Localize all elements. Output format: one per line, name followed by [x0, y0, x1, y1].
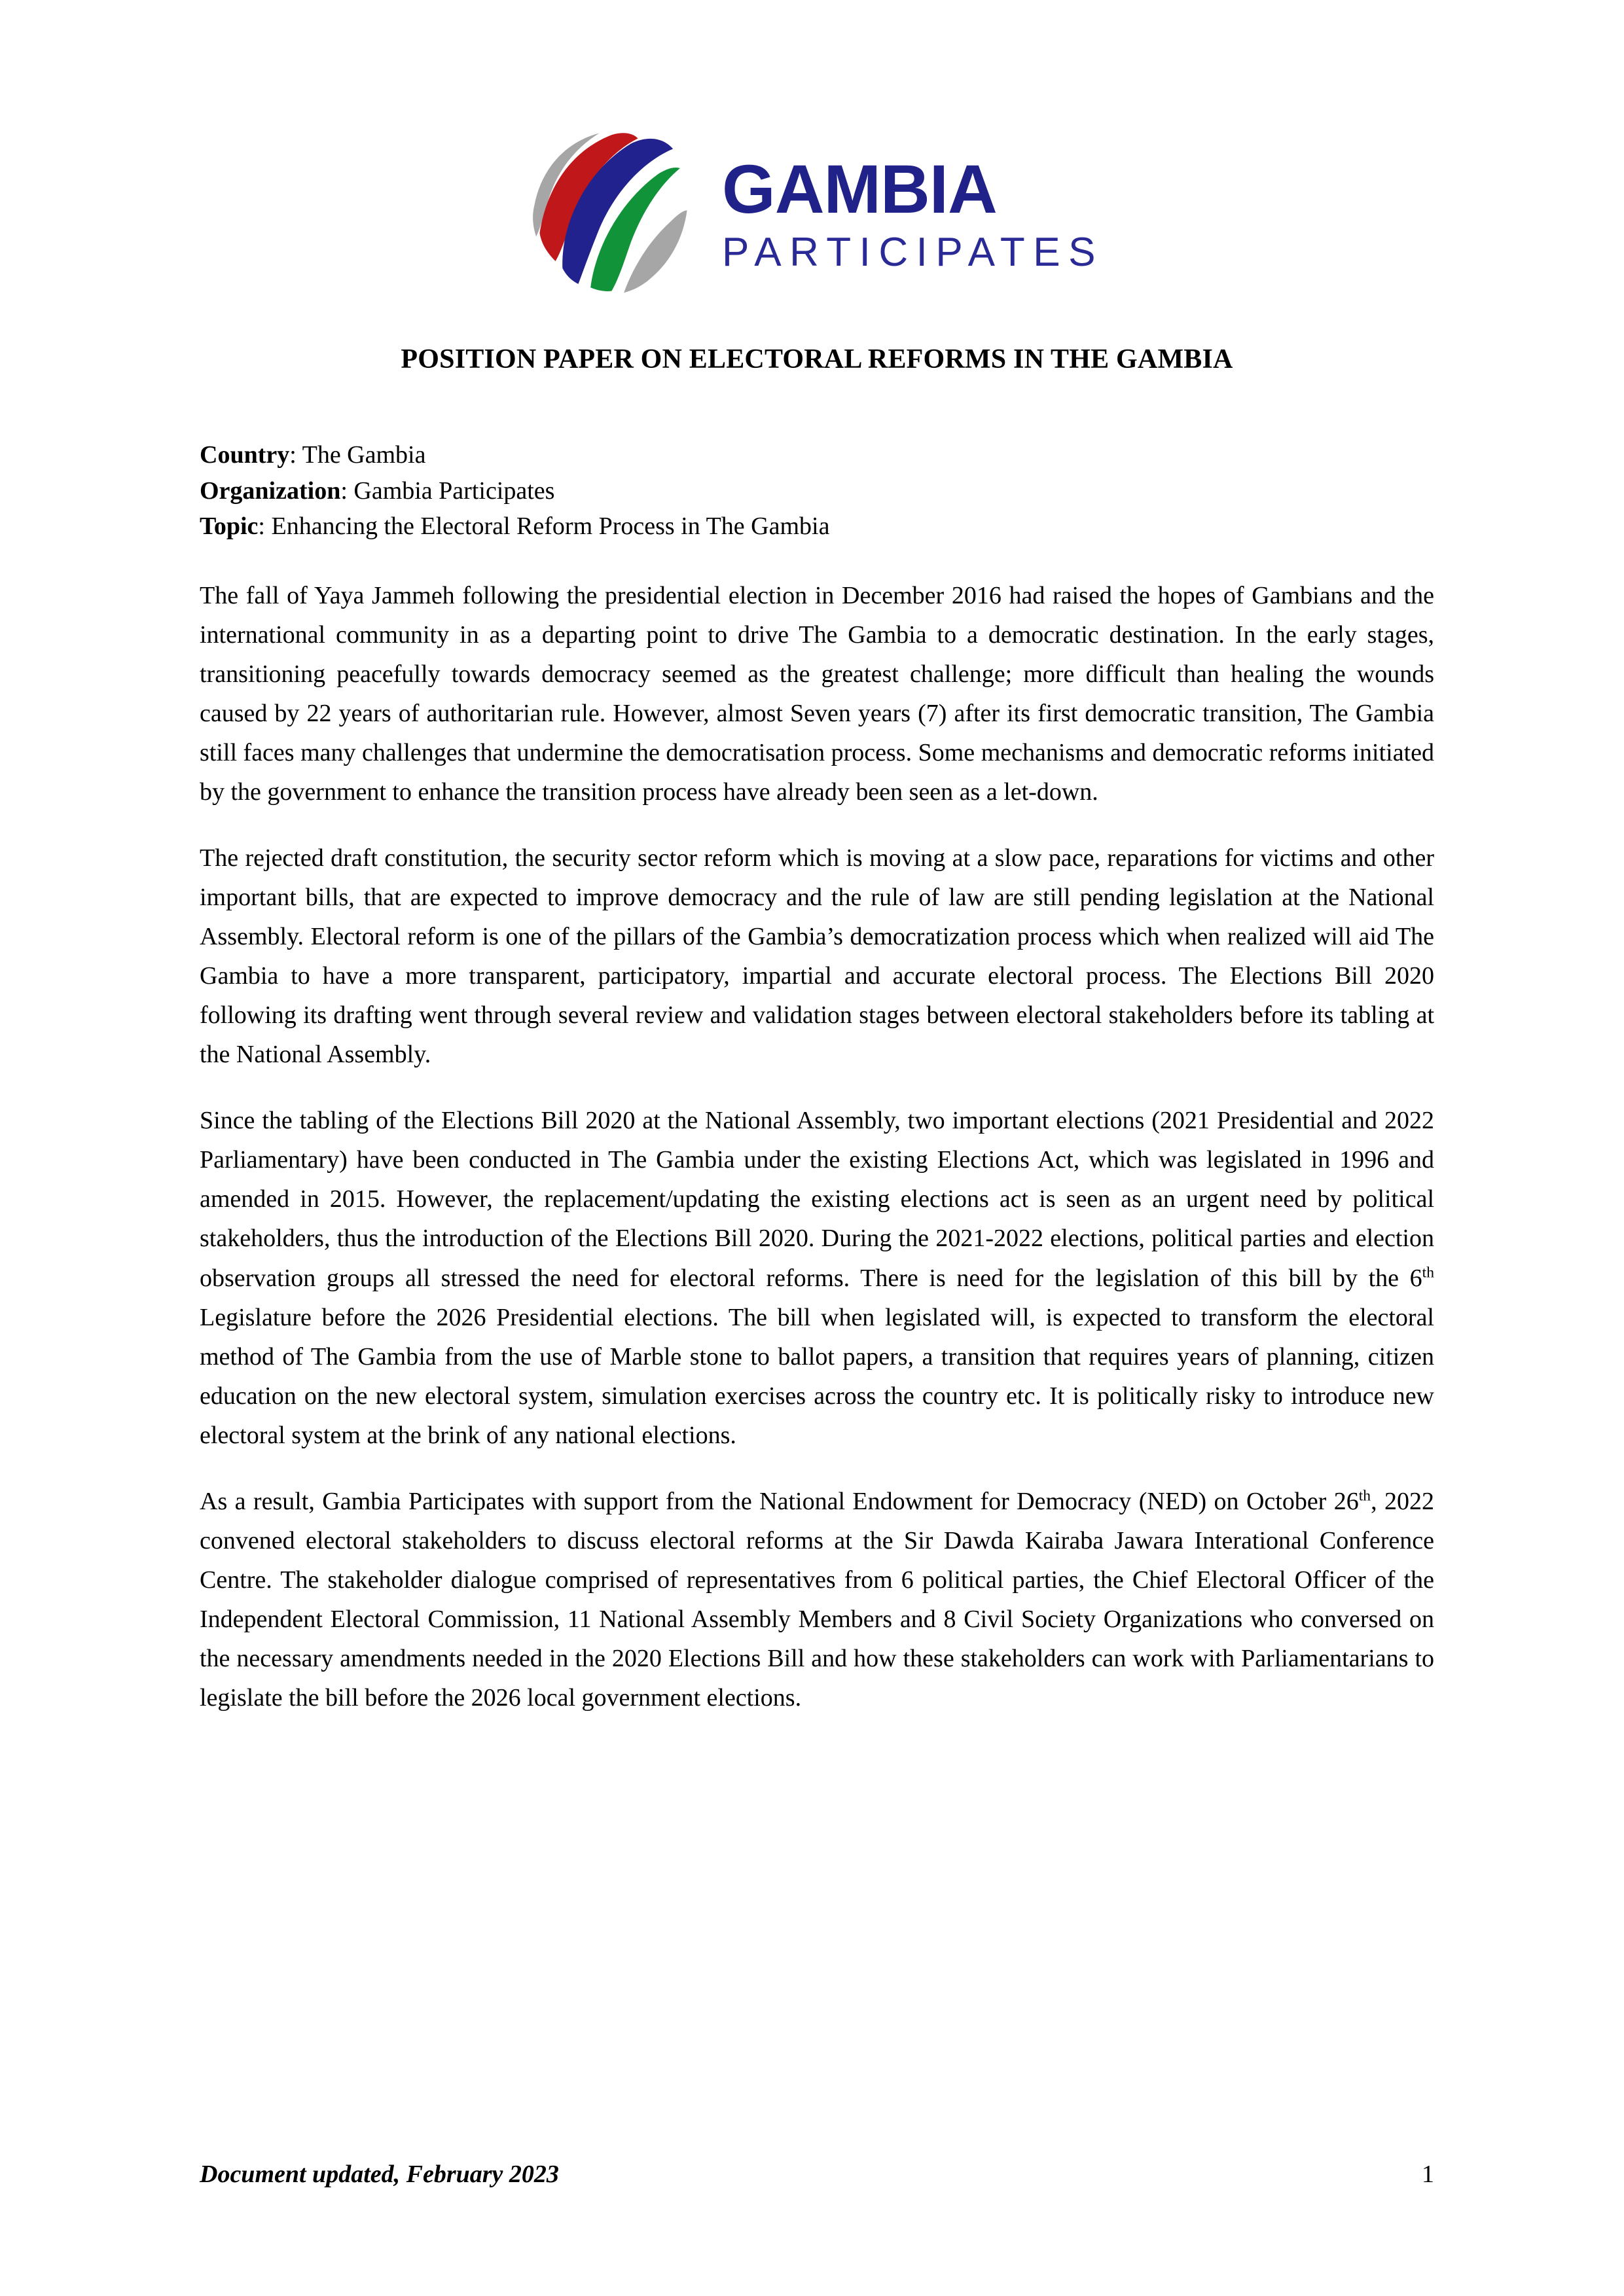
paragraph-4: [200, 1482, 1434, 1717]
page-title: POSITION PAPER ON ELECTORAL REFORMS IN THE GAMBIA: [401, 344, 1233, 374]
footer-update-note: Document updated, February 2023: [200, 2161, 559, 2188]
meta-row-topic: [200, 509, 1434, 545]
paragraph-2: The rejected draft constitution, the security sector reform which is moving at a slow pace, reparations for victims and other important bills, that are expected to improve democracy and the rule of law are still pending legislation at the National Assembly. Electoral reform is one of the pillars of the Gambia’s democratization process which when realized will aid The Gambia to have a more transparent, participatory, impartial and accurate electoral process. The Elections Bill 2020 following its drafting went through several review and validation stages between electoral stakeholders before its tabling at the National Assembly.: [200, 844, 1434, 1069]
logo-title: GAMBIA: [722, 151, 997, 228]
ordinal-suffix-sixth: th: [1422, 1263, 1434, 1281]
organization-value: : Gambia Participates: [340, 476, 555, 505]
topic-value: : Enhancing the Electoral Reform Process in The Gambia: [258, 512, 830, 541]
gambia-participates-globe-icon: [520, 124, 696, 300]
page-number: 1: [1422, 2161, 1434, 2188]
paragraph-3-part-a: Since the tabling of the Elections Bill 2020 at the National Assembly, two important elections (2021 Presidential and 2022 Parliamentary) have been conducted in The Gambia under the existing Elections Act, which was legislated in 1996 and amended in 2015. However, the replacement/updating the existing elections act is seen as an urgent need by political stakeholders, thus the introduction of the Elections Bill 2020. During the 2021-2022 elections, political parties and election observation groups all stressed the need for electoral reforms. There is need for the legislation of this bill by the 6: [200, 1107, 1434, 1292]
document-body: [200, 576, 1434, 1717]
logo-wordmark: [722, 151, 1104, 274]
ordinal-suffix-twenty-sixth: th: [1358, 1487, 1371, 1504]
paragraph-4-part-b: , 2022 convened electoral stakeholders to discuss electoral reforms at the Sir Dawda Kairaba Jawara Interational Conference Centre. The stakeholder dialogue comprised of representatives from 6 political parties, the Chief Electoral Officer of the Independent Electoral Commission, 11 National Assembly Members and 8 Civil Society Organizations who conversed on the necessary amendments needed in the 2020 Elections Bill and how these stakeholders can work with Parliamentarians to legislate the bill before the 2026 local government elections.: [200, 1487, 1435, 1712]
meta-row-country: [200, 437, 1434, 473]
document-metadata: [200, 437, 1434, 545]
topic-label: Topic: [200, 512, 259, 541]
meta-row-organization: [200, 473, 1434, 509]
country-value: : The Gambia: [289, 441, 426, 469]
paragraph-3-part-b: Legislature before the 2026 Presidential elections. The bill when legislated will, is expected to transform the electoral method of The Gambia from the use of Marble stone to ballot papers, a transition that requires years of planning, citizen education on the new electoral system, simulation exercises across the country etc. It is politically risky to introduce new electoral system at the brink of any national elections.: [200, 1303, 1434, 1449]
organization-label: Organization: [200, 476, 341, 505]
paragraph-1: The fall of Yaya Jammeh following the presidential election in December 2016 had raised the hopes of Gambians and the international community in as a departing point to drive The Gambia to a democratic destination. In the early stages, transitioning peacefully towards democracy seemed as the greatest challenge; more difficult than healing the wounds caused by 22 years of authoritarian rule. However, almost Seven years (7) after its first democratic transition, The Gambia still faces many challenges that undermine the democratisation process. Some mechanisms and democratic reforms initiated by the government to enhance the transition process have already been seen as a let-down.: [200, 582, 1434, 806]
organization-logo: [0, 124, 1624, 300]
logo-subtitle: PARTICIPATES: [722, 230, 1104, 275]
paragraph-4-part-a: As a result, Gambia Participates with support from the National Endowment for Democracy (NED) on October 26: [200, 1487, 1359, 1515]
page-footer: [200, 2160, 1434, 2189]
country-label: Country: [200, 441, 290, 469]
paragraph-3: [200, 1101, 1434, 1454]
